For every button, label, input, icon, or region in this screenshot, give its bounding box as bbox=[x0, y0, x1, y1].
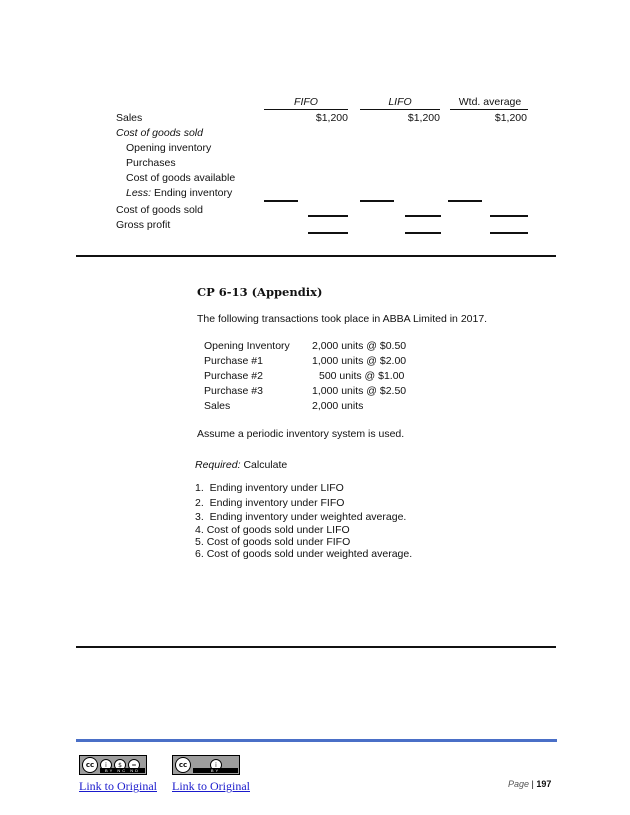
rule-gp-fifo bbox=[308, 232, 348, 234]
link-to-original-1[interactable]: Link to Original bbox=[79, 779, 157, 793]
required-text: Calculate bbox=[243, 459, 288, 471]
list-number: 4. bbox=[195, 524, 204, 536]
cc-by-badge[interactable] bbox=[172, 755, 240, 775]
list-item bbox=[195, 482, 344, 494]
header-lifo: LIFO bbox=[388, 96, 412, 108]
header-fifo: FIFO bbox=[294, 96, 318, 108]
page-label: Page bbox=[508, 779, 530, 789]
cc-by-nc-nd-badge[interactable] bbox=[79, 755, 147, 775]
tx-value-purchase-1: 1,000 units @ $2.00 bbox=[312, 355, 407, 367]
list-number: 3. bbox=[195, 511, 204, 523]
row-cogs: Cost of goods sold bbox=[116, 204, 203, 216]
license-strip: BY NC ND bbox=[100, 768, 145, 773]
tx-label-purchase-1: Purchase #1 bbox=[204, 355, 263, 367]
tx-label-opening: Opening Inventory bbox=[204, 340, 290, 352]
rule-ending-lifo bbox=[360, 200, 394, 202]
row-less-ending-inventory bbox=[126, 187, 232, 199]
list-text: Ending inventory under LIFO bbox=[209, 482, 344, 494]
tx-value-purchase-2: 500 units @ $1.00 bbox=[319, 370, 405, 382]
rule-cogs-lifo bbox=[405, 215, 441, 217]
license-strip: BY bbox=[193, 768, 238, 773]
problem-title: CP 6-13 (Appendix) bbox=[197, 285, 323, 299]
list-number: 5. bbox=[195, 536, 204, 548]
row-sales-label: Sales bbox=[116, 112, 143, 124]
required-line bbox=[195, 459, 287, 471]
page-number-value: 197 bbox=[536, 779, 552, 789]
row-cogs-heading: Cost of goods sold bbox=[116, 127, 203, 139]
row-cost-available: Cost of goods available bbox=[126, 172, 236, 184]
page-number bbox=[508, 779, 551, 789]
required-label: Required: bbox=[195, 459, 241, 471]
row-purchases: Purchases bbox=[126, 157, 176, 169]
section-divider-top bbox=[76, 255, 556, 257]
list-text: Ending inventory under weighted average. bbox=[209, 511, 407, 523]
section-divider-bottom bbox=[76, 646, 556, 648]
sales-wtd-value: $1,200 bbox=[494, 112, 527, 124]
list-text: Cost of goods sold under weighted average. bbox=[206, 548, 413, 560]
cc-icon: cc bbox=[82, 757, 98, 773]
page-separator: | bbox=[529, 779, 537, 789]
attribution-icon: i bbox=[210, 759, 222, 771]
rule-gp-wtd bbox=[490, 232, 528, 234]
tx-value-opening: 2,000 units @ $0.50 bbox=[312, 340, 407, 352]
problem-intro: The following transactions took place in ABBA Limited in 2017. bbox=[197, 313, 488, 325]
rule-cogs-fifo bbox=[308, 215, 348, 217]
header-underline-lifo bbox=[360, 109, 440, 110]
link-to-original-2[interactable]: Link to Original bbox=[172, 779, 250, 793]
sales-lifo-value: $1,200 bbox=[407, 112, 440, 124]
list-text: Ending inventory under FIFO bbox=[209, 497, 345, 509]
tx-label-sales: Sales bbox=[204, 400, 231, 412]
list-number: 6. bbox=[195, 548, 204, 560]
row-gross-profit: Gross profit bbox=[116, 219, 171, 231]
noncommercial-icon: $ bbox=[114, 759, 126, 771]
list-item bbox=[195, 511, 406, 523]
list-number: 1. bbox=[195, 482, 204, 494]
header-wtd-average: Wtd. average bbox=[458, 96, 522, 108]
less-prefix: Less: bbox=[126, 187, 152, 199]
tx-label-purchase-3: Purchase #3 bbox=[204, 385, 263, 397]
sales-fifo-value: $1,200 bbox=[315, 112, 348, 124]
list-item bbox=[195, 536, 350, 548]
list-item bbox=[195, 524, 350, 536]
noderivatives-icon: = bbox=[128, 759, 140, 771]
list-text: Cost of goods sold under LIFO bbox=[206, 524, 350, 536]
header-underline-wtd bbox=[450, 109, 528, 110]
list-text: Cost of goods sold under FIFO bbox=[206, 536, 351, 548]
list-item bbox=[195, 497, 344, 509]
footer-bar bbox=[76, 739, 557, 742]
ending-inventory-label: Ending inventory bbox=[151, 187, 233, 199]
tx-value-purchase-3: 1,000 units @ $2.50 bbox=[312, 385, 407, 397]
attribution-icon: i bbox=[100, 759, 112, 771]
list-item bbox=[195, 548, 412, 560]
tx-value-sales: 2,000 units bbox=[312, 400, 364, 412]
rule-ending-wtd bbox=[448, 200, 482, 202]
tx-label-purchase-2: Purchase #2 bbox=[204, 370, 263, 382]
row-opening-inventory: Opening inventory bbox=[126, 142, 212, 154]
assumption-text: Assume a periodic inventory system is used. bbox=[197, 428, 405, 440]
rule-gp-lifo bbox=[405, 232, 441, 234]
rule-cogs-wtd bbox=[490, 215, 528, 217]
list-number: 2. bbox=[195, 497, 204, 509]
cc-icon: cc bbox=[175, 757, 191, 773]
header-underline-fifo bbox=[264, 109, 348, 110]
rule-ending-fifo bbox=[264, 200, 298, 202]
